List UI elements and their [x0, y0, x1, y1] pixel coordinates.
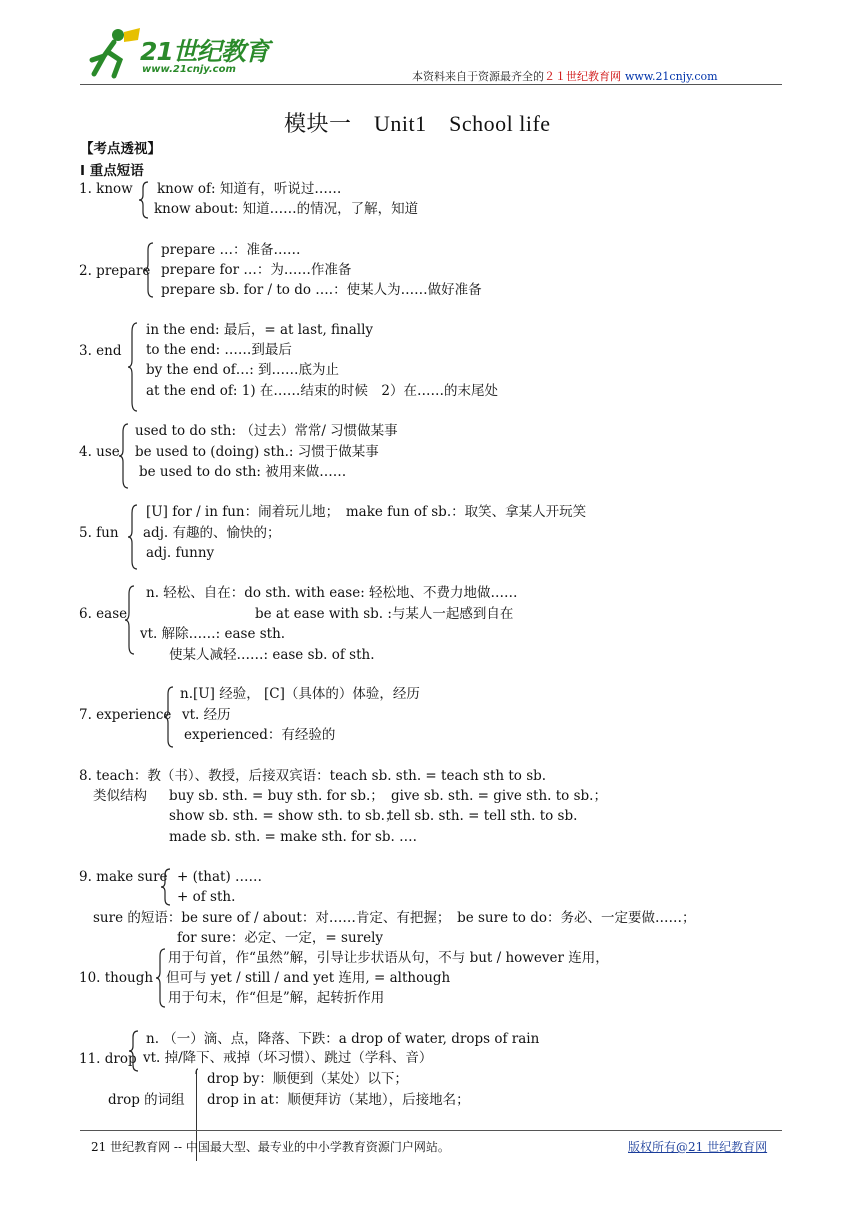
- section-heading: 【考点透视】: [80, 141, 161, 157]
- item-fun-line: [U] for / in fun：闹着玩儿地； make fun of sb.：取笑、拿某人开玩笑: [146, 504, 587, 520]
- item-for-sure: for sure：必定、一定，= surely: [177, 930, 384, 946]
- item-know-line: know of: 知道有，听说过……: [157, 181, 342, 197]
- brace-icon: [138, 181, 150, 219]
- brace-icon: [190, 1068, 200, 1078]
- header-divider: [80, 84, 782, 85]
- item-teach-line: give sb. sth. = give sth. to sb.；: [391, 788, 607, 804]
- item-teach-line: made sb. sth. = make sth. for sb. ….: [169, 829, 417, 845]
- item-end-head: 3. end: [79, 343, 122, 359]
- brace-icon: [163, 686, 175, 748]
- source-url[interactable]: www.21cnjy.com: [625, 70, 718, 83]
- item-prepare-line: prepare …：准备……: [161, 242, 301, 258]
- item-teach-line: show sb. sth. = show sth. to sb.；: [169, 808, 399, 824]
- item-though-line: 用于句首，作“虽然”解，引导让步状语从句，不与 but / however 连用，: [168, 950, 609, 966]
- item-make-sure-line: + of sth.: [177, 889, 236, 905]
- item-drop-phrase-label: drop 的词组: [108, 1092, 185, 1108]
- item-ease-line: n. 轻松、自在：do sth. with ease: 轻松地、不费力地做……: [146, 585, 518, 601]
- item-know-line: know about: 知道……的情况，了解，知道: [154, 201, 419, 217]
- item-end-line: by the end of…: 到……底为止: [146, 362, 340, 378]
- brace-icon: [118, 423, 130, 489]
- item-teach-line: buy sb. sth. = buy sth. for sb.；: [169, 788, 384, 804]
- logo: [84, 26, 284, 84]
- subsection-heading: I 重点短语: [80, 163, 144, 179]
- footer-right-link[interactable]: 版权所有@21 世纪教育网: [628, 1140, 768, 1154]
- runner-logo-icon: [84, 26, 144, 82]
- item-know-head: 1. know: [79, 181, 133, 197]
- page-title: 模块一 Unit1 School life: [284, 111, 551, 136]
- footer-left: 21 世纪教育网 -- 中国最大型、最专业的中小学教育资源门户网站。: [91, 1140, 450, 1154]
- item-though-line: 但可与 yet / still / and yet 连用, = although: [166, 970, 451, 986]
- item-drop-line: vt. 掉/降下、戒掉（坏习惯）、跳过（学科、音）: [143, 1050, 433, 1066]
- item-fun-head: 5. fun: [79, 525, 119, 541]
- brace-icon: [143, 242, 155, 298]
- footer-divider: [80, 1130, 782, 1131]
- source-line: [412, 68, 718, 84]
- item-experience-line: experienced：有经验的: [184, 727, 336, 743]
- item-teach-line: tell sb. sth. = tell sth. to sb.: [388, 808, 578, 824]
- item-fun-line: adj. 有趣的、愉快的；: [143, 525, 281, 541]
- logo-url: www.21cnjy.com: [142, 64, 236, 75]
- logo-text: 21世纪教育: [140, 37, 269, 66]
- item-drop-phrase: drop by：顺便到（某处）以下；: [207, 1071, 408, 1087]
- item-sure-phrases: sure 的短语：be sure of / about：对……肯定、有把握； be sure to do：务必、一定要做……；: [93, 910, 696, 926]
- source-site: ２１世纪教育网: [544, 70, 621, 83]
- item-use-line: used to do sth: （过去）常常/ 习惯做某事: [135, 423, 398, 439]
- item-drop-line: n. （一）滴、点，降落、下跌：a drop of water, drops of rain: [146, 1031, 540, 1047]
- item-drop-phrase: drop in at：顺便拜访（某地），后接地名；: [207, 1092, 470, 1108]
- item-prepare-head: 2. prepare: [79, 263, 151, 279]
- brace-icon: [124, 585, 136, 655]
- brace-icon: [127, 322, 139, 412]
- item-end-line: at the end of: 1) 在……结束的时候 2）在……的末尾处: [146, 383, 498, 399]
- item-end-line: to the end: ……到最后: [146, 342, 292, 358]
- item-ease-line: vt. 解除……: ease sth.: [140, 626, 286, 642]
- brace-icon: [127, 504, 139, 570]
- item-though-head: 10. though: [79, 970, 154, 986]
- item-teach-head: 8. teach：教（书）、教授，后接双宾语：teach sb. sth. = teach sth to sb.: [79, 768, 547, 784]
- brace-icon: [160, 868, 172, 906]
- item-drop-head: 11. drop: [79, 1051, 137, 1067]
- item-use-head: 4. use: [79, 444, 120, 460]
- item-prepare-line: prepare sb. for / to do ….：使某人为……做好准备: [161, 282, 482, 298]
- item-use-line: be used to (doing) sth.: 习惯于做某事: [135, 444, 379, 460]
- item-use-line: be used to do sth: 被用来做……: [139, 464, 347, 480]
- item-prepare-line: prepare for …：为……作准备: [161, 262, 352, 278]
- item-experience-head: 7. experience: [79, 707, 172, 723]
- item-make-sure-head: 9. make sure: [79, 869, 168, 885]
- item-end-line: in the end: 最后，= at last, finally: [146, 322, 374, 338]
- item-make-sure-line: + (that) ……: [177, 869, 263, 885]
- item-ease-line: be at ease with sb. :与某人一起感到自在: [255, 606, 514, 622]
- brace-icon: [128, 1030, 140, 1072]
- item-ease-line: 使某人减轻……: ease sb. of sth.: [169, 647, 375, 663]
- item-experience-line: n.[U] 经验， [C]（具体的）体验，经历: [180, 686, 420, 702]
- item-teach-similar-label: 类似结构: [93, 788, 147, 804]
- item-fun-line: adj. funny: [146, 545, 215, 561]
- source-prefix: 本资料来自于资源最齐全的: [412, 70, 544, 83]
- item-ease-head: 6. ease: [79, 606, 128, 622]
- item-experience-line: vt. 经历: [182, 707, 231, 723]
- item-though-line: 用于句末，作“但是”解，起转折作用: [168, 990, 385, 1006]
